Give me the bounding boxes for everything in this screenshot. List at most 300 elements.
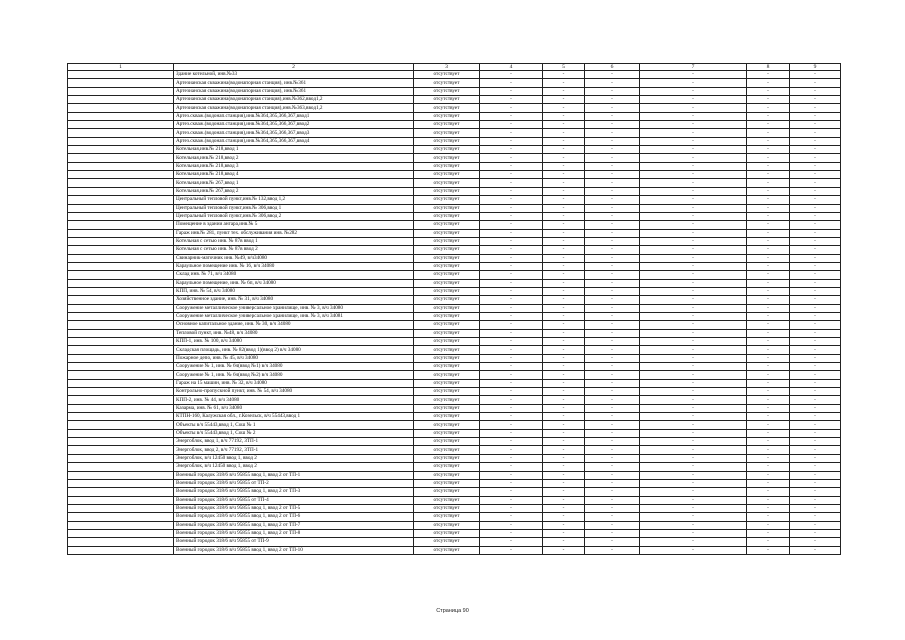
status-cell: отсутствует	[414, 538, 480, 546]
row-index-cell	[68, 212, 174, 220]
value-cell-col-6: -	[585, 87, 640, 95]
value-cell-col-7: -	[640, 513, 747, 521]
object-name-cell: Свинарник-маточник инв. №49, в/ч34080	[174, 254, 414, 262]
value-cell-col-8: -	[747, 346, 790, 354]
status-cell: отсутствует	[414, 371, 480, 379]
value-cell-col-4: -	[480, 237, 543, 245]
object-name-cell: Энергоблок, ввод 1, в/ч 77192, ЗТП-1	[174, 438, 414, 446]
value-cell-col-5: -	[543, 404, 585, 412]
status-cell: отсутствует	[414, 304, 480, 312]
value-cell-col-7: -	[640, 504, 747, 512]
table-row	[68, 279, 841, 287]
status-cell: отсутствует	[414, 287, 480, 295]
value-cell-col-5: -	[543, 371, 585, 379]
value-cell-col-6: -	[585, 154, 640, 162]
value-cell-col-9: -	[790, 471, 841, 479]
value-cell-col-9: -	[790, 396, 841, 404]
column-header-2: 2	[174, 64, 414, 71]
table-row	[68, 454, 841, 462]
value-cell-col-6: -	[585, 287, 640, 295]
value-cell-col-9: -	[790, 271, 841, 279]
row-index-cell	[68, 204, 174, 212]
value-cell-col-4: -	[480, 79, 543, 87]
table-row	[68, 388, 841, 396]
object-name-cell: Артез.скваж.(водонап.станция),инв.№364,365,366,367,ввод3	[174, 129, 414, 137]
value-cell-col-8: -	[747, 312, 790, 320]
value-cell-col-7: -	[640, 246, 747, 254]
value-cell-col-8: -	[747, 246, 790, 254]
value-cell-col-4: -	[480, 379, 543, 387]
value-cell-col-4: -	[480, 454, 543, 462]
value-cell-col-8: -	[747, 162, 790, 170]
value-cell-col-7: -	[640, 304, 747, 312]
value-cell-col-4: -	[480, 354, 543, 362]
status-cell: отсутствует	[414, 329, 480, 337]
value-cell-col-6: -	[585, 529, 640, 537]
value-cell-col-9: -	[790, 413, 841, 421]
value-cell-col-5: -	[543, 296, 585, 304]
value-cell-col-6: -	[585, 513, 640, 521]
value-cell-col-7: -	[640, 371, 747, 379]
object-name-cell: Военный городок 318/6 в/ч 95855 ввод 1, ввод 2 от ТП-6	[174, 513, 414, 521]
status-cell: отсутствует	[414, 446, 480, 454]
row-index-cell	[68, 546, 174, 554]
value-cell-col-7: -	[640, 79, 747, 87]
value-cell-col-7: -	[640, 338, 747, 346]
value-cell-col-5: -	[543, 212, 585, 220]
value-cell-col-5: -	[543, 496, 585, 504]
object-name-cell: Энергоблок, ввод 2, в/ч 77192, ЗТП-1	[174, 446, 414, 454]
value-cell-col-9: -	[790, 388, 841, 396]
value-cell-col-7: -	[640, 212, 747, 220]
value-cell-col-4: -	[480, 338, 543, 346]
value-cell-col-4: -	[480, 521, 543, 529]
value-cell-col-5: -	[543, 546, 585, 554]
value-cell-col-9: -	[790, 112, 841, 120]
value-cell-col-9: -	[790, 104, 841, 112]
table-row	[68, 471, 841, 479]
row-index-cell	[68, 504, 174, 512]
column-header-4: 4	[480, 64, 543, 71]
status-cell: отсутствует	[414, 338, 480, 346]
table-row	[68, 479, 841, 487]
value-cell-col-6: -	[585, 329, 640, 337]
value-cell-col-4: -	[480, 112, 543, 120]
table-row	[68, 404, 841, 412]
value-cell-col-8: -	[747, 196, 790, 204]
value-cell-col-5: -	[543, 413, 585, 421]
value-cell-col-6: -	[585, 538, 640, 546]
value-cell-col-7: -	[640, 346, 747, 354]
row-index-cell	[68, 171, 174, 179]
value-cell-col-4: -	[480, 504, 543, 512]
value-cell-col-9: -	[790, 121, 841, 129]
value-cell-col-9: -	[790, 187, 841, 195]
value-cell-col-7: -	[640, 521, 747, 529]
value-cell-col-5: -	[543, 538, 585, 546]
value-cell-col-7: -	[640, 87, 747, 95]
table-row	[68, 513, 841, 521]
object-name-cell: Военный городок 318/6 в/ч 95855 ввод 1, ввод 2 от ТП-5	[174, 504, 414, 512]
value-cell-col-5: -	[543, 254, 585, 262]
table-row	[68, 146, 841, 154]
object-name-cell: Здание котельной, инв.№33	[174, 71, 414, 79]
value-cell-col-8: -	[747, 546, 790, 554]
value-cell-col-6: -	[585, 96, 640, 104]
object-name-cell: Котельная,инв.№ 218,ввод 4	[174, 171, 414, 179]
row-index-cell	[68, 262, 174, 270]
row-index-cell	[68, 338, 174, 346]
table-row	[68, 413, 841, 421]
object-name-cell: Артезианская скважина(водонапорная станция),инв.№362,ввод1,2	[174, 96, 414, 104]
value-cell-col-5: -	[543, 504, 585, 512]
value-cell-col-9: -	[790, 129, 841, 137]
value-cell-col-7: -	[640, 229, 747, 237]
value-cell-col-8: -	[747, 513, 790, 521]
table-row	[68, 429, 841, 437]
value-cell-col-9: -	[790, 221, 841, 229]
value-cell-col-6: -	[585, 404, 640, 412]
value-cell-col-6: -	[585, 146, 640, 154]
value-cell-col-8: -	[747, 454, 790, 462]
status-cell: отсутствует	[414, 104, 480, 112]
value-cell-col-5: -	[543, 363, 585, 371]
row-index-cell	[68, 421, 174, 429]
value-cell-col-8: -	[747, 71, 790, 79]
value-cell-col-6: -	[585, 471, 640, 479]
row-index-cell	[68, 196, 174, 204]
status-cell: отсутствует	[414, 187, 480, 195]
value-cell-col-6: -	[585, 521, 640, 529]
value-cell-col-9: -	[790, 504, 841, 512]
value-cell-col-8: -	[747, 129, 790, 137]
table-row	[68, 329, 841, 337]
column-header-3: 3	[414, 64, 480, 71]
value-cell-col-9: -	[790, 279, 841, 287]
table-row	[68, 538, 841, 546]
table-row	[68, 204, 841, 212]
value-cell-col-4: -	[480, 346, 543, 354]
value-cell-col-9: -	[790, 371, 841, 379]
row-index-cell	[68, 146, 174, 154]
value-cell-col-5: -	[543, 304, 585, 312]
row-index-cell	[68, 237, 174, 245]
object-name-cell: Артезианская скважина(водонапорная станция),инв.№363,ввод1,2	[174, 104, 414, 112]
data-table	[67, 63, 841, 555]
row-index-cell	[68, 154, 174, 162]
value-cell-col-7: -	[640, 112, 747, 120]
value-cell-col-4: -	[480, 429, 543, 437]
table-row	[68, 488, 841, 496]
value-cell-col-5: -	[543, 96, 585, 104]
status-cell: отсутствует	[414, 388, 480, 396]
value-cell-col-5: -	[543, 271, 585, 279]
value-cell-col-8: -	[747, 287, 790, 295]
table-row	[68, 504, 841, 512]
object-name-cell: Артез.скваж.(водонап.станция),инв.№364,365,366,367,ввод1	[174, 112, 414, 120]
value-cell-col-4: -	[480, 104, 543, 112]
status-cell: отсутствует	[414, 546, 480, 554]
value-cell-col-6: -	[585, 496, 640, 504]
value-cell-col-7: -	[640, 471, 747, 479]
object-name-cell: Военный городок 318/6 в/ч 95855 от ТП-4	[174, 496, 414, 504]
value-cell-col-6: -	[585, 104, 640, 112]
status-cell: отсутствует	[414, 354, 480, 362]
value-cell-col-4: -	[480, 321, 543, 329]
value-cell-col-7: -	[640, 271, 747, 279]
value-cell-col-6: -	[585, 229, 640, 237]
value-cell-col-8: -	[747, 104, 790, 112]
table-row	[68, 496, 841, 504]
object-name-cell: Складская площадь, инв. № 82(ввод 1)(ввод 2) в/ч 34080	[174, 346, 414, 354]
value-cell-col-9: -	[790, 479, 841, 487]
value-cell-col-4: -	[480, 212, 543, 220]
value-cell-col-8: -	[747, 421, 790, 429]
value-cell-col-6: -	[585, 271, 640, 279]
value-cell-col-8: -	[747, 521, 790, 529]
value-cell-col-7: -	[640, 388, 747, 396]
value-cell-col-4: -	[480, 471, 543, 479]
value-cell-col-6: -	[585, 304, 640, 312]
status-cell: отсутствует	[414, 237, 480, 245]
object-name-cell: Военный городок 318/6 в/ч 95855 ввод 1, ввод 2 от ТП-1	[174, 471, 414, 479]
value-cell-col-4: -	[480, 479, 543, 487]
value-cell-col-8: -	[747, 338, 790, 346]
value-cell-col-8: -	[747, 446, 790, 454]
row-index-cell	[68, 371, 174, 379]
table-row	[68, 546, 841, 554]
value-cell-col-9: -	[790, 529, 841, 537]
status-cell: отсутствует	[414, 137, 480, 145]
object-name-cell: Военный городок 318/6 в/ч 95855 ввод 1, ввод 2 от ТП-7	[174, 521, 414, 529]
value-cell-col-7: -	[640, 438, 747, 446]
row-index-cell	[68, 179, 174, 187]
value-cell-col-9: -	[790, 87, 841, 95]
value-cell-col-8: -	[747, 87, 790, 95]
object-name-cell: Объекты в/ч 55443,ввод 1, Сош № 1	[174, 421, 414, 429]
value-cell-col-7: -	[640, 262, 747, 270]
table-row	[68, 371, 841, 379]
status-cell: отсутствует	[414, 413, 480, 421]
table-row	[68, 254, 841, 262]
value-cell-col-4: -	[480, 329, 543, 337]
value-cell-col-7: -	[640, 162, 747, 170]
value-cell-col-6: -	[585, 262, 640, 270]
value-cell-col-8: -	[747, 204, 790, 212]
row-index-cell	[68, 271, 174, 279]
object-name-cell: Военный городок 318/6 в/ч 95855 от ТП-2	[174, 479, 414, 487]
object-name-cell: Гараж инв.№ 281, пункт тех. обслуживания инв. №282	[174, 229, 414, 237]
value-cell-col-8: -	[747, 396, 790, 404]
value-cell-col-6: -	[585, 463, 640, 471]
value-cell-col-4: -	[480, 162, 543, 170]
status-cell: отсутствует	[414, 271, 480, 279]
value-cell-col-6: -	[585, 338, 640, 346]
value-cell-col-8: -	[747, 388, 790, 396]
value-cell-col-4: -	[480, 262, 543, 270]
value-cell-col-5: -	[543, 338, 585, 346]
object-name-cell: Сооружение металлическое универсальное хранилище, инв. № 3, в/ч 34081	[174, 312, 414, 320]
row-index-cell	[68, 354, 174, 362]
value-cell-col-4: -	[480, 254, 543, 262]
status-cell: отсутствует	[414, 479, 480, 487]
status-cell: отсутствует	[414, 246, 480, 254]
header-row	[68, 64, 841, 71]
value-cell-col-6: -	[585, 346, 640, 354]
row-index-cell	[68, 71, 174, 79]
value-cell-col-9: -	[790, 513, 841, 521]
status-cell: отсутствует	[414, 471, 480, 479]
row-index-cell	[68, 446, 174, 454]
value-cell-col-7: -	[640, 237, 747, 245]
value-cell-col-6: -	[585, 454, 640, 462]
value-cell-col-6: -	[585, 254, 640, 262]
value-cell-col-9: -	[790, 446, 841, 454]
value-cell-col-7: -	[640, 204, 747, 212]
object-name-cell: КПП, инв. № 54, в/ч 34080	[174, 287, 414, 295]
value-cell-col-6: -	[585, 279, 640, 287]
row-index-cell	[68, 521, 174, 529]
table-row	[68, 112, 841, 120]
column-header-8: 8	[747, 64, 790, 71]
value-cell-col-8: -	[747, 221, 790, 229]
value-cell-col-4: -	[480, 296, 543, 304]
object-name-cell: Контрольно-пропускной пункт, инв. № 54, в/ч 34080	[174, 388, 414, 396]
table-row	[68, 187, 841, 195]
value-cell-col-5: -	[543, 187, 585, 195]
table-row	[68, 154, 841, 162]
row-index-cell	[68, 454, 174, 462]
value-cell-col-9: -	[790, 329, 841, 337]
value-cell-col-7: -	[640, 538, 747, 546]
object-name-cell: Артезианская скважина(водонапорная станция), инв.№361	[174, 79, 414, 87]
row-index-cell	[68, 304, 174, 312]
value-cell-col-9: -	[790, 71, 841, 79]
value-cell-col-9: -	[790, 421, 841, 429]
value-cell-col-4: -	[480, 246, 543, 254]
value-cell-col-8: -	[747, 504, 790, 512]
value-cell-col-7: -	[640, 363, 747, 371]
object-name-cell: Котельная,инв.№ 218,ввод 3	[174, 162, 414, 170]
status-cell: отсутствует	[414, 121, 480, 129]
value-cell-col-4: -	[480, 513, 543, 521]
table-row	[68, 338, 841, 346]
table-row	[68, 354, 841, 362]
value-cell-col-7: -	[640, 421, 747, 429]
value-cell-col-4: -	[480, 154, 543, 162]
value-cell-col-5: -	[543, 287, 585, 295]
table-row	[68, 171, 841, 179]
object-name-cell: Котельная с сетью инв. № 87в ввод 1	[174, 237, 414, 245]
page-number: Страница 90	[436, 608, 469, 614]
status-cell: отсутствует	[414, 463, 480, 471]
object-name-cell: Котельная,инв.№ 267,ввод 1	[174, 179, 414, 187]
value-cell-col-5: -	[543, 129, 585, 137]
status-cell: отсутствует	[414, 262, 480, 270]
value-cell-col-6: -	[585, 204, 640, 212]
value-cell-col-6: -	[585, 121, 640, 129]
value-cell-col-6: -	[585, 312, 640, 320]
value-cell-col-9: -	[790, 96, 841, 104]
table-row	[68, 96, 841, 104]
value-cell-col-4: -	[480, 187, 543, 195]
value-cell-col-4: -	[480, 204, 543, 212]
row-index-cell	[68, 121, 174, 129]
object-name-cell: Котельная,инв.№ 218,ввод 2	[174, 154, 414, 162]
value-cell-col-7: -	[640, 413, 747, 421]
value-cell-col-6: -	[585, 296, 640, 304]
value-cell-col-6: -	[585, 371, 640, 379]
row-index-cell	[68, 538, 174, 546]
object-name-cell: Военный городок 318/6 в/ч 95855 ввод 1, ввод 2 от ТП-3	[174, 488, 414, 496]
value-cell-col-9: -	[790, 162, 841, 170]
value-cell-col-7: -	[640, 546, 747, 554]
value-cell-col-8: -	[747, 121, 790, 129]
value-cell-col-7: -	[640, 287, 747, 295]
value-cell-col-5: -	[543, 79, 585, 87]
status-cell: отсутствует	[414, 146, 480, 154]
value-cell-col-5: -	[543, 421, 585, 429]
table-row	[68, 438, 841, 446]
value-cell-col-9: -	[790, 538, 841, 546]
table-row	[68, 363, 841, 371]
value-cell-col-5: -	[543, 429, 585, 437]
value-cell-col-6: -	[585, 171, 640, 179]
value-cell-col-8: -	[747, 363, 790, 371]
value-cell-col-9: -	[790, 404, 841, 412]
value-cell-col-9: -	[790, 296, 841, 304]
value-cell-col-8: -	[747, 379, 790, 387]
value-cell-col-4: -	[480, 71, 543, 79]
row-index-cell	[68, 513, 174, 521]
value-cell-col-6: -	[585, 363, 640, 371]
status-cell: отсутствует	[414, 429, 480, 437]
object-name-cell: Котельная,инв.№ 218,ввод 1	[174, 146, 414, 154]
value-cell-col-9: -	[790, 463, 841, 471]
table-row	[68, 271, 841, 279]
table-row	[68, 129, 841, 137]
status-cell: отсутствует	[414, 521, 480, 529]
value-cell-col-5: -	[543, 121, 585, 129]
value-cell-col-5: -	[543, 396, 585, 404]
value-cell-col-5: -	[543, 279, 585, 287]
value-cell-col-5: -	[543, 229, 585, 237]
value-cell-col-7: -	[640, 187, 747, 195]
value-cell-col-8: -	[747, 137, 790, 145]
row-index-cell	[68, 296, 174, 304]
table-row	[68, 137, 841, 145]
value-cell-col-7: -	[640, 104, 747, 112]
table-row	[68, 87, 841, 95]
status-cell: отсутствует	[414, 421, 480, 429]
value-cell-col-4: -	[480, 388, 543, 396]
row-index-cell	[68, 329, 174, 337]
value-cell-col-8: -	[747, 212, 790, 220]
value-cell-col-4: -	[480, 146, 543, 154]
row-index-cell	[68, 438, 174, 446]
status-cell: отсутствует	[414, 204, 480, 212]
value-cell-col-4: -	[480, 96, 543, 104]
value-cell-col-9: -	[790, 212, 841, 220]
value-cell-col-4: -	[480, 529, 543, 537]
row-index-cell	[68, 254, 174, 262]
value-cell-col-8: -	[747, 171, 790, 179]
row-index-cell	[68, 488, 174, 496]
value-cell-col-4: -	[480, 312, 543, 320]
status-cell: отсутствует	[414, 221, 480, 229]
value-cell-col-5: -	[543, 112, 585, 120]
object-name-cell: Военный городок 318/6 в/ч 95855 ввод 1, ввод 2 от ТП-10	[174, 546, 414, 554]
